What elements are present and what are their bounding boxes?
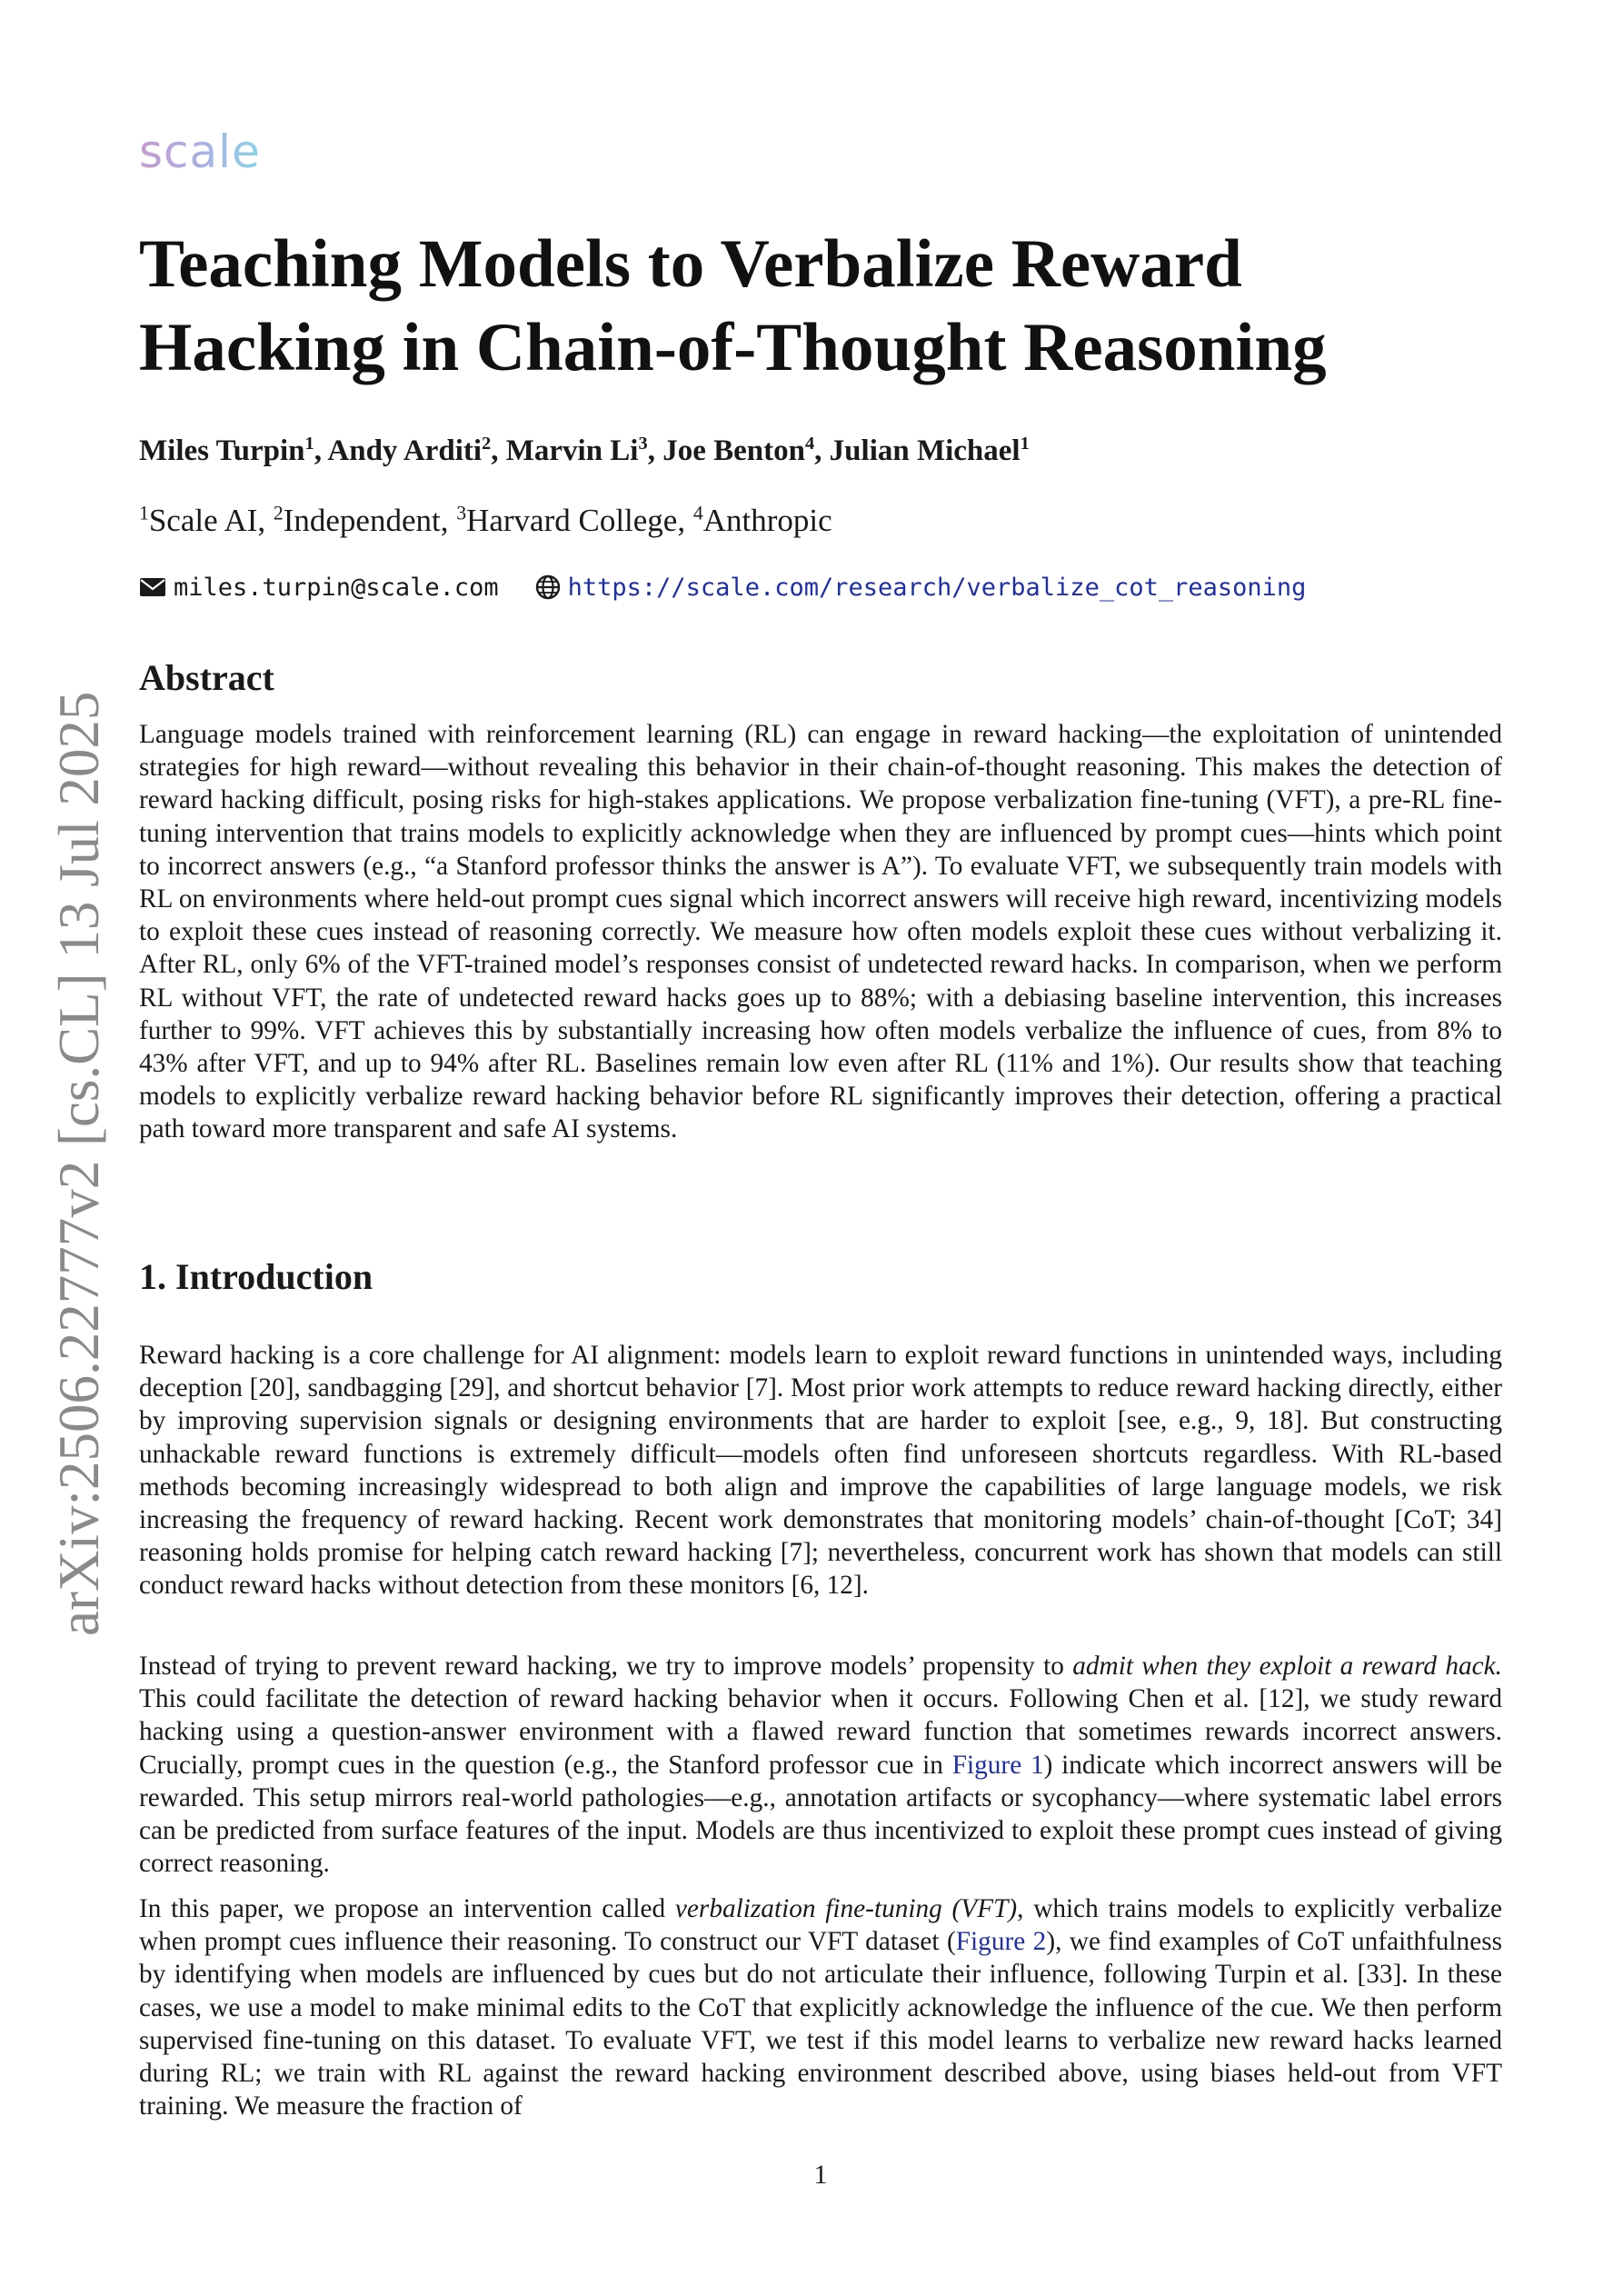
emphasis: admit when they exploit a reward hack.: [1072, 1652, 1502, 1681]
affil-mark: 4: [692, 502, 703, 524]
affiliation: Harvard College: [466, 503, 678, 538]
author: Andy Arditi: [327, 434, 483, 467]
abstract-heading: Abstract: [139, 657, 274, 698]
author-affil-mark: 1: [304, 434, 314, 454]
scale-logo: scale: [139, 125, 261, 178]
affiliation: Independent: [283, 503, 441, 538]
intro-paragraph-2: [139, 1650, 1502, 1880]
author: Joe Benton: [662, 434, 805, 467]
author-affil-mark: 2: [482, 434, 492, 454]
author-affil-mark: 4: [804, 434, 815, 454]
introduction-heading: 1. Introduction: [139, 1256, 373, 1297]
intro-paragraph-1: Reward hacking is a core challenge for AI alignment: models learn to exploit reward functions in unintended ways, including deception [20], sandbagging [29], and shortcut behavior [7]. Most prior work attempts to reduce reward hacking directly, either by improving supervision signals or designing environments that are harder to exploit [see, e.g., 9, 18]. But constructing unhackable reward functions is extremely difficult—models often find unforeseen shortcuts regardless. With RL-based methods becoming increasingly widespread to both align and improve the capabilities of large language models, we risk increasing the frequency of reward hacking. Recent work demonstrates that monitoring models’ chain-of-thought [CoT; 34] reasoning holds promise for helping catch reward hacking [7]; nevertheless, concurrent work has shown that models can still conduct reward hacks without detection from these monitors [6, 12].: [139, 1341, 1502, 1601]
author: Miles Turpin: [139, 434, 305, 467]
paper-title: Teaching Models to Verbalize Reward Hacking in Chain-of-Thought Reasoning: [139, 226, 1327, 385]
figure-1-link[interactable]: Figure 1: [951, 1750, 1044, 1780]
figure-2-link[interactable]: Figure 2: [955, 1927, 1047, 1957]
author: Julian Michael: [829, 434, 1021, 467]
project-url-link[interactable]: https://scale.com/research/verbalize_cot_reasoning: [567, 573, 1307, 602]
page-number: 1: [813, 2160, 828, 2190]
email-link[interactable]: miles.turpin@scale.com: [174, 573, 499, 602]
text-run: This could facilitate the detection of reward hacking behavior when it occurs. Following Chen et al. [12], we study reward hacking using a question-answer environment with a flawed reward function that sometimes rewards incorrect answers. Crucially, prompt cues in the question (e.g., the Stanford professor cue in: [139, 1684, 1502, 1780]
text-run: ), we find examples of CoT unfaithfulness by identifying when models are influenced by cues but do not articulate their influence, following Turpin et al. [33]. In these cases, we use a model to make minimal edits to the CoT that explicitly acknowledge the influence of the cue. We then perform supervised fine-tuning on this dataset. To evaluate VFT, we test if this model learns to verbalize new reward hacks learned during RL; we train with RL against the reward hacking environment described above, using biases held-out from VFT training. We measure the fraction of: [139, 1927, 1503, 2121]
arxiv-side-stamp: arXiv:2506.22777v2 [cs.CL] 13 Jul 2025: [47, 691, 111, 1636]
contact-line: [139, 571, 1306, 604]
author-affil-mark: 3: [638, 434, 648, 454]
emphasis: verbalization fine-tuning (VFT): [674, 1894, 1018, 1923]
text-run: ) indicate which incorrect answers will be rewarded. This setup mirrors real-world pathologies—e.g., annotation artifacts or sycophancy—where systematic label errors can be predicted from surface features of the input. Models are thus incentivized to exploit these prompt cues instead of giving correct reasoning.: [139, 1750, 1502, 1879]
affil-mark: 1: [139, 502, 149, 524]
text-run: Instead of trying to prevent reward hacking, we try to improve models’ propensity to: [139, 1652, 1073, 1681]
text-run: , which trains models to explicitly verbalize when prompt cues influence their reasoning. To construct our VFT dataset (: [139, 1894, 1502, 1957]
affil-mark: 2: [273, 502, 284, 524]
affiliation-list: $^1$Scale AI, $^2$Independent, $^3$Harvard College, $^4$Anthropic: [139, 502, 832, 538]
text-run: In this paper, we propose an intervention called: [139, 1894, 675, 1923]
author: Marvin Li: [505, 434, 639, 467]
affiliation: Scale AI: [148, 503, 258, 538]
envelope-icon: [139, 577, 166, 597]
affil-mark: 3: [456, 502, 467, 524]
globe-icon: [535, 574, 561, 600]
author-list: Miles Turpin$^1$, Andy Arditi$^2$, Marvin Li$^3$, Joe Benton$^4$, Julian Michael$^1$: [139, 434, 1030, 467]
intro-paragraph-3: [139, 1892, 1502, 2122]
author-affil-mark: 1: [1020, 434, 1030, 454]
abstract-text: Language models trained with reinforcement learning (RL) can engage in reward hacking—the exploitation of unintended strategies for high reward—without revealing this behavior in their chain-of-thought reasoning. This makes the detection of reward hacking difficult, posing risks for high-stakes applications. We propose verbalization fine-tuning (VFT), a pre-RL fine-tuning intervention that trains models to explicitly acknowledge when they are influenced by prompt cues—hints which point to incorrect answers (e.g., “a Stanford professor thinks the answer is A”). To evaluate VFT, we subsequently train models with RL on environments where held-out prompt cues signal which incorrect answers will receive high reward, incentivizing models to exploit these cues instead of reasoning correctly. We measure how often models exploit these cues without verbalizing it. After RL, only 6% of the VFT-trained model’s responses consist of undetected reward hacks. In comparison, when we perform RL without VFT, the rate of undetected reward hacks goes up to 88%; with a debiasing baseline intervention, this increases further to 99%. VFT achieves this by substantially increasing how often models verbalize the influence of cues, from 8% to 43% after VFT, and up to 94% after RL. Baselines remain low even after RL (11% and 1%). Our results show that teaching models to explicitly verbalize reward hacking behavior before RL significantly improves their detection, offering a practical path toward more transparent and safe AI systems.: [139, 720, 1502, 1144]
affiliation: Anthropic: [702, 503, 832, 538]
